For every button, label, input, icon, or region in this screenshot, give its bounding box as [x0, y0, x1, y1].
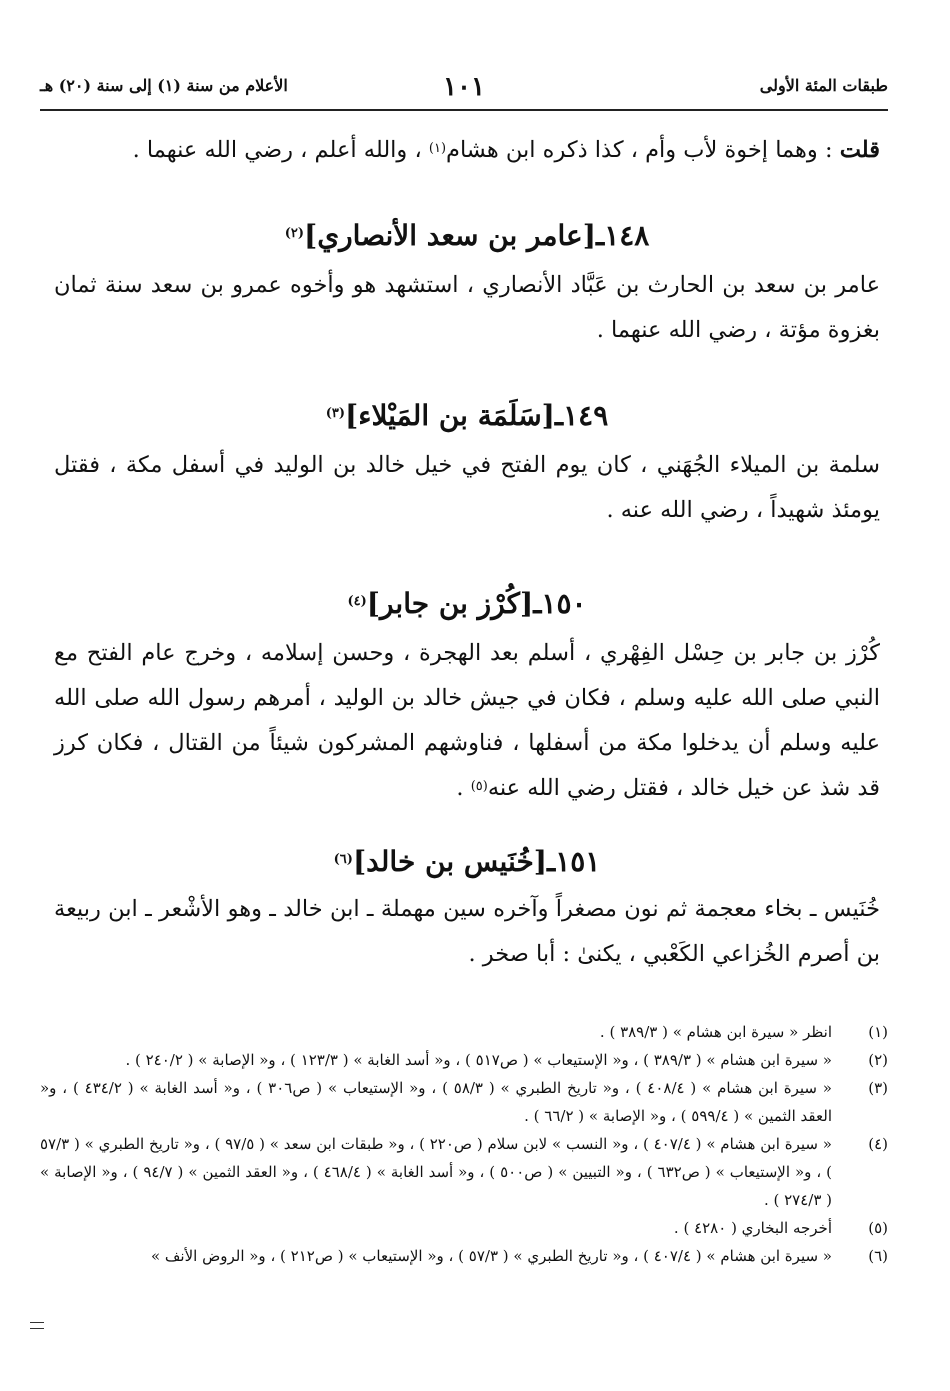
footnote-text: « سيرة ابن هشام » ( ٤٠٨/٤ ) ، و« تاريخ الطبري » ( ٥٨/٣ ) ، و« الإستيعاب » ( ص٣٠٦ ) ، و« أسد الغابة » ( ٤٣٤/٢ ) ، و« العقد الثمين » ( ٥٩٩/٤ ) ، و« الإصابة » ( ٦٦/٢ ) .	[40, 1079, 832, 1125]
section-title: الأعلام من سنة (١) إلى سنة (٢٠) هـ	[40, 76, 288, 95]
entry-title-148	[54, 211, 880, 261]
footnote-text: « سيرة ابن هشام » ( ٤٠٧/٤ ) ، و« تاريخ الطبري » ( ٥٧/٣ ) ، و« الإستيعاب » ( ص٢١٢ ) ، و« الروض الأنف »	[150, 1247, 832, 1265]
entry-body-148: عامر بن سعد بن الحارث بن عَبَّاد الأنصاري ، استشهد هو وأخوه عمرو بن سعد سنة ثمان بغزوة مؤتة ، رضي الله عنهما .	[54, 272, 880, 343]
footnote-ref: (٣)	[325, 406, 346, 421]
footnote-ref: (١)	[428, 141, 447, 156]
entry-title-text: ١٥١ـ[خُنَيس بن خالد]	[352, 845, 601, 878]
footnotes	[40, 1018, 888, 1270]
intro-paragraph	[54, 128, 880, 173]
footnote-item	[40, 1018, 888, 1046]
footnote-text: « سيرة ابن هشام » ( ٤٠٧/٤ ) ، و« النسب » لابن سلام ( ص٢٢٠ ) ، و« طبقات ابن سعد » ( ٩٧/٥ ) ، و« تاريخ الطبري » ( ٥٧/٣ ) ، و« الإستيعاب » ( ص٦٣٢ ) ، و« التبيين » ( ص٥٠٠ ) ، و« أسد الغابة » ( ٤٦٨/٤ ) ، و« العقد الثمين » ( ٩٤/٧ ) ، و« الإصابة » ( ٢٧٤/٣ ) .	[40, 1135, 832, 1209]
footnote-number: (٦)	[868, 1247, 888, 1265]
entry-title-150	[54, 579, 880, 629]
entry-title-text: ١٥٠ـ[كُرْز بن جابر]	[366, 587, 587, 620]
footnote-ref: (٥)	[470, 779, 488, 794]
footnote-item	[40, 1214, 888, 1242]
footnote-number: (٣)	[868, 1079, 888, 1097]
entry-body-end: .	[456, 775, 471, 801]
footnote-item	[40, 1130, 888, 1214]
footnote-text: أخرجه البخاري ( ٤٢٨٠ ) .	[673, 1219, 832, 1237]
margin-mark	[30, 1322, 44, 1329]
entry-body-text: كُرْز بن جابر بن حِسْل الفِهْري ، أسلم بعد الهجرة ، وحسن إسلامه ، وخرج عام الفتح مع النبي صلى الله عليه وسلم ، فكان في جيش خالد بن الوليد ، أمرهم رسول الله صلى الله عليه وسلم أن يدخلوا مكة من أسفلها ، فناوشهم المشركون شيئاً من القتال ، فكان كرز قد شذ عن خيل خالد ، فقتل رضي الله عنه	[54, 640, 880, 801]
entry-title-text: ١٤٨ـ[عامر بن سعد الأنصاري]	[303, 219, 650, 252]
intro-lead: قلت	[839, 137, 880, 163]
intro-text-b: ، والله أعلم ، رضي الله عنهما .	[132, 137, 429, 163]
entry-body-150	[54, 631, 880, 811]
footnote-number: (٤)	[868, 1135, 888, 1153]
page-number: ١٠١	[443, 72, 485, 102]
footnote-text: انظر « سيرة ابن هشام » ( ٣٨٩/٣ ) .	[599, 1023, 832, 1041]
running-header	[40, 72, 888, 106]
entry-title-text: ١٤٩ـ[سَلَمَة بن المَيْلاء]	[345, 399, 609, 432]
footnote-text: « سيرة ابن هشام » ( ٣٨٩/٣ ) ، و« الإستيعاب » ( ص٥١٧ ) ، و« أسد الغابة » ( ١٢٣/٣ ) ، و« الإصابة » ( ٢٤٠/٢ ) .	[125, 1051, 832, 1069]
entry-body-151: خُنَيس ـ بخاء معجمة ثم نون مصغراً وآخره سين مهملة ـ ابن خالد ـ وهو الأشْعر ـ ابن ربيعة بن أصرم الخُزاعي الكَعْبي ، يكنىٰ : أبا صخر .	[54, 896, 880, 967]
footnote-item	[40, 1242, 888, 1270]
book-title: طبقات المئة الأولى	[759, 76, 888, 95]
footnote-number: (١)	[868, 1023, 888, 1041]
entry-title-151	[54, 837, 880, 887]
footnote-ref: (٢)	[284, 226, 304, 241]
main-text	[54, 128, 880, 977]
footnote-number: (٥)	[868, 1219, 888, 1237]
footnote-item	[40, 1046, 888, 1074]
intro-text-a: : وهما إخوة لأب وأم ، كذا ذكره ابن هشام	[446, 137, 840, 163]
header-rule	[40, 109, 888, 111]
footnote-ref: (٤)	[347, 594, 367, 609]
footnote-ref: (٦)	[333, 852, 353, 867]
entry-title-149	[54, 391, 880, 441]
footnote-number: (٢)	[868, 1051, 888, 1069]
entry-body-149: سلمة بن الميلاء الجُهَني ، كان يوم الفتح في خيل خالد بن الوليد في أسفل مكة ، فقتل يومئذ شهيداً ، رضي الله عنه .	[54, 452, 880, 523]
footnote-item	[40, 1074, 888, 1130]
